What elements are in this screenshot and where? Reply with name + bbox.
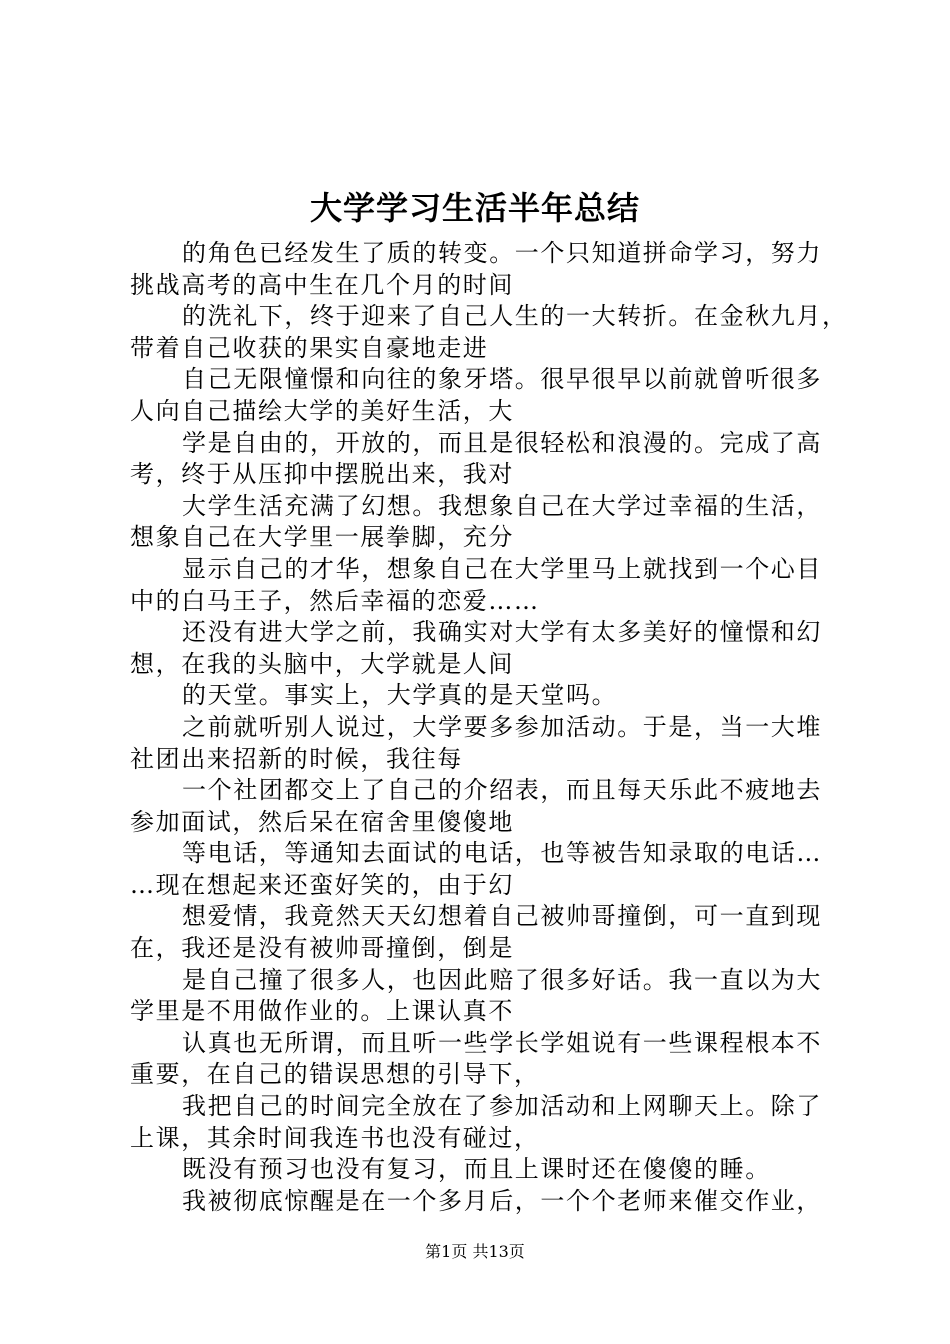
body-line: 大学生活充满了幻想。我想象自己在大学过幸福的生活， (182, 491, 822, 520)
body-line: 在，我还是没有被帅哥撞倒，倒是 (130, 934, 514, 963)
body-line: 想象自己在大学里一展拳脚，充分 (130, 523, 514, 552)
body-line: 重要，在自己的错误思想的引导下， (130, 1060, 540, 1089)
body-line: 我被彻底惊醒是在一个多月后，一个个老师来催交作业， (182, 1186, 822, 1215)
body-line: 学是自由的，开放的，而且是很轻松和浪漫的。完成了高 (182, 428, 822, 457)
body-line: …现在想起来还蛮好笑的，由于幻 (130, 870, 514, 899)
body-line: 自己无限憧憬和向往的象牙塔。很早很早以前就曾听很多 (182, 365, 822, 394)
page-footer: 第1页 共13页 (425, 1242, 525, 1261)
body-line: 认真也无所谓，而且听一些学长学姐说有一些课程根本不 (182, 1028, 822, 1057)
body-line: 学里是不用做作业的。上课认真不 (130, 997, 514, 1026)
body-line: 之前就听别人说过，大学要多参加活动。于是，当一大堆 (182, 712, 822, 741)
body-line: 既没有预习也没有复习，而且上课时还在傻傻的睡。 (182, 1155, 771, 1184)
body-line: 显示自己的才华，想象自己在大学里马上就找到一个心目 (182, 554, 822, 583)
body-line: 社团出来招新的时候，我往每 (130, 744, 463, 773)
body-line: 的洗礼下，终于迎来了自己人生的一大转折。在金秋九月， (182, 302, 848, 331)
body-line: 等电话，等通知去面试的电话，也等被告知录取的电话… (182, 839, 822, 868)
body-line: 考，终于从压抑中摆脱出来，我对 (130, 460, 514, 489)
body-line: 还没有进大学之前，我确实对大学有太多美好的憧憬和幻 (182, 618, 822, 647)
body-line: 的角色已经发生了质的转变。一个只知道拼命学习，努力 (182, 239, 822, 267)
document-title: 大学学习生活半年总结 (309, 189, 640, 227)
body-line: 挑战高考的高中生在几个月的时间 (130, 270, 514, 299)
body-line: 我把自己的时间完全放在了参加活动和上网聊天上。除了 (182, 1092, 822, 1121)
body-line: 想，在我的头脑中，大学就是人间 (130, 649, 514, 678)
body-line: 上课，其余时间我连书也没有碰过， (130, 1123, 540, 1152)
body-line: 带着自己收获的果实自豪地走进 (130, 333, 489, 362)
body-line: 是自己撞了很多人，也因此赔了很多好话。我一直以为大 (182, 965, 822, 994)
body-line: 人向自己描绘大学的美好生活，大 (130, 396, 514, 425)
body-line: 参加面试，然后呆在宿舍里傻傻地 (130, 807, 514, 836)
body-line: 中的白马王子，然后幸福的恋爱…… (130, 586, 540, 615)
body-line: 想爱情，我竟然天天幻想着自己被帅哥撞倒，可一直到现 (182, 902, 822, 931)
body-line: 的天堂。事实上，大学真的是天堂吗。 (182, 681, 618, 710)
document-body (130, 238, 848, 1217)
body-line: 一个社团都交上了自己的介绍表，而且每天乐此不疲地去 (182, 776, 822, 805)
